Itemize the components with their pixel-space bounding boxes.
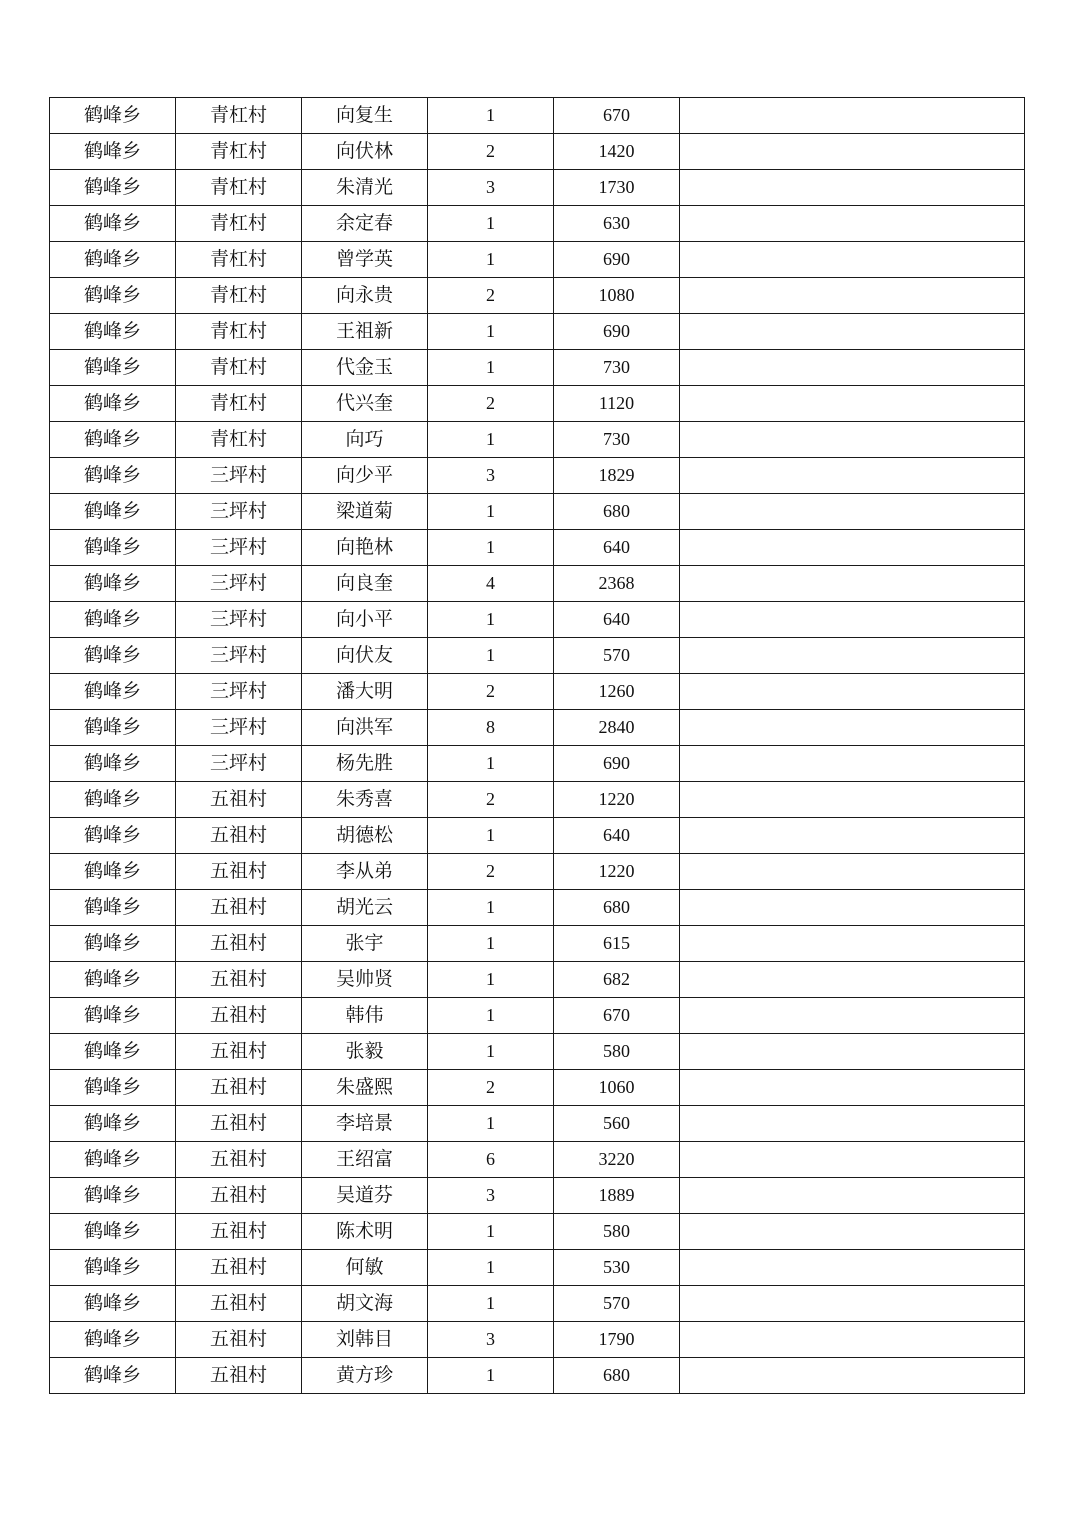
note-cell	[680, 134, 1025, 170]
village-cell: 青杠村	[176, 242, 302, 278]
village-cell: 五祖村	[176, 1322, 302, 1358]
township-cell: 鹤峰乡	[50, 242, 176, 278]
amount-cell: 1060	[554, 1070, 680, 1106]
village-cell: 五祖村	[176, 926, 302, 962]
township-cell: 鹤峰乡	[50, 962, 176, 998]
note-cell	[680, 1250, 1025, 1286]
village-cell: 五祖村	[176, 962, 302, 998]
amount-cell: 3220	[554, 1142, 680, 1178]
name-cell: 韩伟	[302, 998, 428, 1034]
name-cell: 王绍富	[302, 1142, 428, 1178]
table-row	[50, 854, 1025, 890]
count-cell: 1	[428, 890, 554, 926]
name-cell: 向良奎	[302, 566, 428, 602]
document-page	[49, 97, 1024, 1394]
note-cell	[680, 1214, 1025, 1250]
amount-cell: 670	[554, 98, 680, 134]
note-cell	[680, 1322, 1025, 1358]
township-cell: 鹤峰乡	[50, 134, 176, 170]
village-cell: 五祖村	[176, 890, 302, 926]
amount-cell: 730	[554, 422, 680, 458]
township-cell: 鹤峰乡	[50, 314, 176, 350]
note-cell	[680, 278, 1025, 314]
count-cell: 1	[428, 350, 554, 386]
township-cell: 鹤峰乡	[50, 1106, 176, 1142]
count-cell: 2	[428, 386, 554, 422]
amount-cell: 580	[554, 1034, 680, 1070]
amount-cell: 580	[554, 1214, 680, 1250]
count-cell: 1	[428, 314, 554, 350]
note-cell	[680, 1286, 1025, 1322]
amount-cell: 640	[554, 602, 680, 638]
count-cell: 2	[428, 782, 554, 818]
note-cell	[680, 530, 1025, 566]
note-cell	[680, 206, 1025, 242]
note-cell	[680, 746, 1025, 782]
amount-cell: 1420	[554, 134, 680, 170]
township-cell: 鹤峰乡	[50, 1286, 176, 1322]
amount-cell: 690	[554, 242, 680, 278]
note-cell	[680, 386, 1025, 422]
village-cell: 五祖村	[176, 1106, 302, 1142]
table-row	[50, 98, 1025, 134]
note-cell	[680, 674, 1025, 710]
note-cell	[680, 710, 1025, 746]
table-row	[50, 1286, 1025, 1322]
table-row	[50, 962, 1025, 998]
amount-cell: 1220	[554, 782, 680, 818]
note-cell	[680, 1178, 1025, 1214]
count-cell: 8	[428, 710, 554, 746]
township-cell: 鹤峰乡	[50, 890, 176, 926]
village-cell: 青杠村	[176, 350, 302, 386]
village-cell: 青杠村	[176, 314, 302, 350]
count-cell: 3	[428, 1322, 554, 1358]
table-row	[50, 386, 1025, 422]
township-cell: 鹤峰乡	[50, 746, 176, 782]
township-cell: 鹤峰乡	[50, 278, 176, 314]
count-cell: 3	[428, 170, 554, 206]
table-row	[50, 602, 1025, 638]
amount-cell: 530	[554, 1250, 680, 1286]
village-cell: 青杠村	[176, 170, 302, 206]
count-cell: 1	[428, 638, 554, 674]
name-cell: 杨先胜	[302, 746, 428, 782]
note-cell	[680, 494, 1025, 530]
table-row	[50, 206, 1025, 242]
village-cell: 三坪村	[176, 566, 302, 602]
village-cell: 三坪村	[176, 530, 302, 566]
amount-cell: 680	[554, 890, 680, 926]
village-cell: 青杠村	[176, 206, 302, 242]
note-cell	[680, 782, 1025, 818]
village-cell: 青杠村	[176, 278, 302, 314]
note-cell	[680, 458, 1025, 494]
count-cell: 1	[428, 422, 554, 458]
township-cell: 鹤峰乡	[50, 98, 176, 134]
table-row	[50, 530, 1025, 566]
note-cell	[680, 1106, 1025, 1142]
village-cell: 青杠村	[176, 386, 302, 422]
township-cell: 鹤峰乡	[50, 998, 176, 1034]
village-cell: 青杠村	[176, 422, 302, 458]
township-cell: 鹤峰乡	[50, 530, 176, 566]
table-row	[50, 818, 1025, 854]
name-cell: 向洪军	[302, 710, 428, 746]
name-cell: 朱盛熙	[302, 1070, 428, 1106]
note-cell	[680, 602, 1025, 638]
table-row	[50, 1106, 1025, 1142]
count-cell: 4	[428, 566, 554, 602]
table-row	[50, 998, 1025, 1034]
township-cell: 鹤峰乡	[50, 1214, 176, 1250]
name-cell: 吴帅贤	[302, 962, 428, 998]
count-cell: 1	[428, 1214, 554, 1250]
count-cell: 2	[428, 674, 554, 710]
count-cell: 1	[428, 98, 554, 134]
table-row	[50, 746, 1025, 782]
name-cell: 向永贵	[302, 278, 428, 314]
count-cell: 1	[428, 746, 554, 782]
name-cell: 向伏林	[302, 134, 428, 170]
township-cell: 鹤峰乡	[50, 1178, 176, 1214]
count-cell: 1	[428, 242, 554, 278]
note-cell	[680, 998, 1025, 1034]
amount-cell: 640	[554, 530, 680, 566]
name-cell: 胡光云	[302, 890, 428, 926]
township-cell: 鹤峰乡	[50, 494, 176, 530]
name-cell: 曾学英	[302, 242, 428, 278]
township-cell: 鹤峰乡	[50, 458, 176, 494]
amount-cell: 1730	[554, 170, 680, 206]
amount-cell: 680	[554, 1358, 680, 1394]
name-cell: 代金玉	[302, 350, 428, 386]
village-cell: 五祖村	[176, 1358, 302, 1394]
township-cell: 鹤峰乡	[50, 710, 176, 746]
amount-cell: 690	[554, 746, 680, 782]
name-cell: 胡德松	[302, 818, 428, 854]
amount-cell: 1829	[554, 458, 680, 494]
count-cell: 2	[428, 1070, 554, 1106]
name-cell: 潘大明	[302, 674, 428, 710]
count-cell: 6	[428, 1142, 554, 1178]
table-row	[50, 494, 1025, 530]
count-cell: 1	[428, 1034, 554, 1070]
count-cell: 1	[428, 998, 554, 1034]
village-cell: 五祖村	[176, 1178, 302, 1214]
name-cell: 刘韩目	[302, 1322, 428, 1358]
township-cell: 鹤峰乡	[50, 206, 176, 242]
township-cell: 鹤峰乡	[50, 674, 176, 710]
table-row	[50, 1358, 1025, 1394]
name-cell: 胡文海	[302, 1286, 428, 1322]
name-cell: 吴道芬	[302, 1178, 428, 1214]
table-row	[50, 170, 1025, 206]
name-cell: 李从弟	[302, 854, 428, 890]
village-cell: 三坪村	[176, 710, 302, 746]
township-cell: 鹤峰乡	[50, 926, 176, 962]
count-cell: 1	[428, 1250, 554, 1286]
township-cell: 鹤峰乡	[50, 566, 176, 602]
count-cell: 3	[428, 1178, 554, 1214]
village-cell: 三坪村	[176, 494, 302, 530]
table-row	[50, 890, 1025, 926]
table-row	[50, 458, 1025, 494]
table-row	[50, 314, 1025, 350]
amount-cell: 630	[554, 206, 680, 242]
township-cell: 鹤峰乡	[50, 854, 176, 890]
table-row	[50, 710, 1025, 746]
village-cell: 青杠村	[176, 134, 302, 170]
village-cell: 三坪村	[176, 602, 302, 638]
table-row	[50, 278, 1025, 314]
amount-cell: 2840	[554, 710, 680, 746]
name-cell: 向少平	[302, 458, 428, 494]
note-cell	[680, 422, 1025, 458]
table-row	[50, 1178, 1025, 1214]
village-cell: 三坪村	[176, 638, 302, 674]
township-cell: 鹤峰乡	[50, 422, 176, 458]
township-cell: 鹤峰乡	[50, 1322, 176, 1358]
township-cell: 鹤峰乡	[50, 1142, 176, 1178]
village-cell: 五祖村	[176, 1070, 302, 1106]
note-cell	[680, 350, 1025, 386]
amount-cell: 690	[554, 314, 680, 350]
table-row	[50, 242, 1025, 278]
amount-cell: 1080	[554, 278, 680, 314]
note-cell	[680, 1070, 1025, 1106]
count-cell: 1	[428, 1358, 554, 1394]
count-cell: 1	[428, 530, 554, 566]
village-cell: 五祖村	[176, 1250, 302, 1286]
amount-cell: 570	[554, 638, 680, 674]
village-cell: 三坪村	[176, 674, 302, 710]
amount-cell: 682	[554, 962, 680, 998]
village-cell: 五祖村	[176, 1142, 302, 1178]
village-cell: 五祖村	[176, 1034, 302, 1070]
count-cell: 3	[428, 458, 554, 494]
village-cell: 五祖村	[176, 818, 302, 854]
township-cell: 鹤峰乡	[50, 818, 176, 854]
amount-cell: 560	[554, 1106, 680, 1142]
amount-cell: 1889	[554, 1178, 680, 1214]
name-cell: 余定春	[302, 206, 428, 242]
village-cell: 五祖村	[176, 998, 302, 1034]
amount-cell: 1260	[554, 674, 680, 710]
name-cell: 向复生	[302, 98, 428, 134]
amount-cell: 640	[554, 818, 680, 854]
township-cell: 鹤峰乡	[50, 1070, 176, 1106]
note-cell	[680, 926, 1025, 962]
count-cell: 1	[428, 1286, 554, 1322]
name-cell: 向巧	[302, 422, 428, 458]
name-cell: 张宇	[302, 926, 428, 962]
amount-cell: 730	[554, 350, 680, 386]
name-cell: 陈术明	[302, 1214, 428, 1250]
table-row	[50, 566, 1025, 602]
note-cell	[680, 314, 1025, 350]
note-cell	[680, 170, 1025, 206]
name-cell: 梁道菊	[302, 494, 428, 530]
count-cell: 1	[428, 1106, 554, 1142]
village-cell: 五祖村	[176, 782, 302, 818]
count-cell: 1	[428, 494, 554, 530]
village-cell: 五祖村	[176, 1214, 302, 1250]
township-cell: 鹤峰乡	[50, 386, 176, 422]
note-cell	[680, 1034, 1025, 1070]
township-cell: 鹤峰乡	[50, 602, 176, 638]
name-cell: 张毅	[302, 1034, 428, 1070]
township-cell: 鹤峰乡	[50, 782, 176, 818]
table-row	[50, 134, 1025, 170]
table-row	[50, 1322, 1025, 1358]
township-cell: 鹤峰乡	[50, 1034, 176, 1070]
township-cell: 鹤峰乡	[50, 638, 176, 674]
note-cell	[680, 818, 1025, 854]
village-cell: 五祖村	[176, 854, 302, 890]
village-cell: 五祖村	[176, 1286, 302, 1322]
amount-cell: 615	[554, 926, 680, 962]
note-cell	[680, 566, 1025, 602]
township-cell: 鹤峰乡	[50, 1358, 176, 1394]
count-cell: 1	[428, 602, 554, 638]
count-cell: 1	[428, 818, 554, 854]
table-row	[50, 1214, 1025, 1250]
township-cell: 鹤峰乡	[50, 1250, 176, 1286]
note-cell	[680, 890, 1025, 926]
note-cell	[680, 854, 1025, 890]
roster-table	[49, 97, 1025, 1394]
note-cell	[680, 98, 1025, 134]
table-row	[50, 1250, 1025, 1286]
amount-cell: 680	[554, 494, 680, 530]
amount-cell: 1790	[554, 1322, 680, 1358]
table-row	[50, 782, 1025, 818]
table-row	[50, 1142, 1025, 1178]
count-cell: 2	[428, 134, 554, 170]
count-cell: 2	[428, 854, 554, 890]
township-cell: 鹤峰乡	[50, 170, 176, 206]
count-cell: 2	[428, 278, 554, 314]
note-cell	[680, 1358, 1025, 1394]
amount-cell: 670	[554, 998, 680, 1034]
name-cell: 李培景	[302, 1106, 428, 1142]
name-cell: 王祖新	[302, 314, 428, 350]
village-cell: 三坪村	[176, 458, 302, 494]
note-cell	[680, 242, 1025, 278]
amount-cell: 2368	[554, 566, 680, 602]
note-cell	[680, 962, 1025, 998]
amount-cell: 1120	[554, 386, 680, 422]
name-cell: 向伏友	[302, 638, 428, 674]
amount-cell: 570	[554, 1286, 680, 1322]
township-cell: 鹤峰乡	[50, 350, 176, 386]
village-cell: 三坪村	[176, 746, 302, 782]
name-cell: 向小平	[302, 602, 428, 638]
amount-cell: 1220	[554, 854, 680, 890]
note-cell	[680, 638, 1025, 674]
note-cell	[680, 1142, 1025, 1178]
count-cell: 1	[428, 962, 554, 998]
name-cell: 黄方珍	[302, 1358, 428, 1394]
name-cell: 朱秀喜	[302, 782, 428, 818]
count-cell: 1	[428, 926, 554, 962]
table-row	[50, 350, 1025, 386]
table-row	[50, 1034, 1025, 1070]
village-cell: 青杠村	[176, 98, 302, 134]
roster-table-body	[50, 98, 1025, 1394]
table-row	[50, 638, 1025, 674]
count-cell: 1	[428, 206, 554, 242]
name-cell: 何敏	[302, 1250, 428, 1286]
table-row	[50, 926, 1025, 962]
table-row	[50, 674, 1025, 710]
name-cell: 代兴奎	[302, 386, 428, 422]
name-cell: 向艳林	[302, 530, 428, 566]
table-row	[50, 422, 1025, 458]
name-cell: 朱清光	[302, 170, 428, 206]
table-row	[50, 1070, 1025, 1106]
